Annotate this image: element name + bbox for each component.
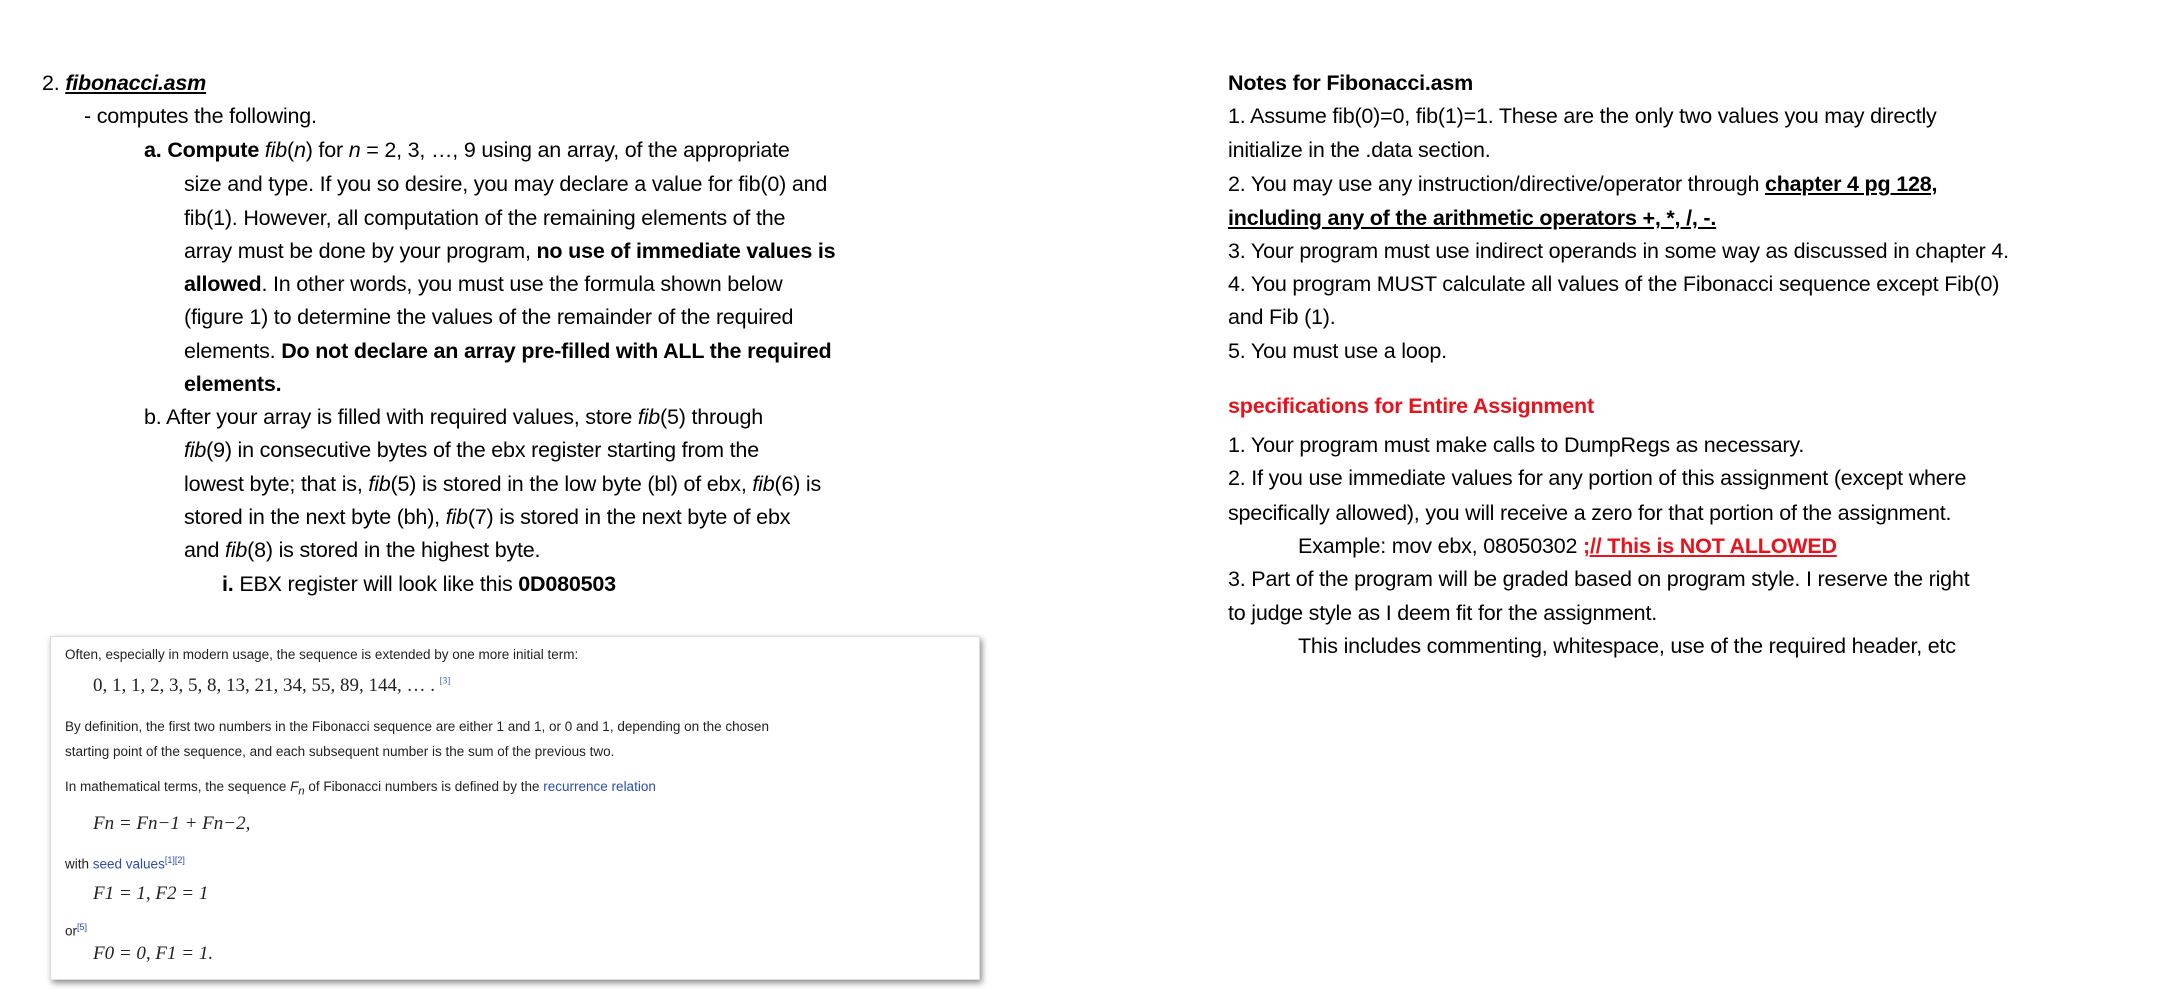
text-segment: specifically allowed), you will receive a zero for that portion of the assignment.	[1228, 501, 1952, 525]
left-line	[184, 467, 821, 501]
text-segment: ) for	[305, 138, 349, 162]
sequence-formula	[93, 675, 450, 697]
right-line	[1298, 529, 1837, 563]
text-segment: (8) is stored in the highest byte.	[247, 538, 541, 562]
text-segment: 0D080503	[518, 572, 616, 596]
text-segment: including any of the arithmetic operators +, *, /, -.	[1228, 206, 1717, 230]
right-line	[1228, 496, 1951, 530]
seed-values-link[interactable]: seed values	[92, 856, 165, 872]
text-segment: (7) is stored in the next byte of ebx	[467, 505, 791, 529]
text-segment: size and type. If you so desire, you may declare a value for fib(0) and	[184, 172, 828, 196]
or-text: or	[65, 923, 78, 939]
text-segment: Do not declare an array pre-filled with ALL the required	[281, 339, 832, 363]
left-line	[184, 367, 281, 401]
text-segment: no use of immediate values is	[536, 239, 836, 263]
right-line	[1228, 267, 1999, 301]
text-segment: fib	[225, 538, 248, 562]
left-line	[222, 567, 616, 601]
seed-formula-1: F1 = 1, F2 = 1	[93, 883, 209, 904]
right-line	[1228, 66, 1473, 100]
text-segment: allowed	[184, 272, 262, 296]
text-segment: fib	[752, 472, 775, 496]
right-line	[1228, 167, 1937, 201]
right-line	[1228, 461, 1966, 495]
text-segment: elements.	[184, 339, 282, 363]
left-line	[184, 433, 759, 467]
text-segment: and	[184, 538, 226, 562]
left-line	[84, 99, 317, 133]
text-segment: 5. You must use a loop.	[1228, 339, 1447, 363]
text-segment: Notes for Fibonacci.asm	[1228, 71, 1474, 95]
figure-1-wikipedia-excerpt	[50, 636, 980, 980]
left-line	[144, 133, 790, 167]
text-segment: (5) through	[660, 405, 763, 429]
seed-values-line	[65, 855, 185, 872]
text-segment: (5) is stored in the low byte (bl) of ebx,	[390, 472, 753, 496]
math-intro	[65, 779, 656, 798]
text-segment: lowest byte; that is,	[184, 472, 369, 496]
text-segment: This includes commenting, whitespace, use of the required header, etc	[1298, 634, 1956, 658]
figure-intro: Often, especially in modern usage, the sequence is extended by one more initial term:	[65, 647, 579, 662]
left-line	[42, 66, 206, 100]
text-segment: (figure 1) to determine the values of the remainder of the required	[184, 305, 794, 329]
sequence-text: 0, 1, 1, 2, 3, 5, 8, 13, 21, 34, 55, 89, 144, … .	[93, 675, 435, 696]
right-line	[1228, 389, 1594, 423]
text-segment: 3. Your program must use indirect operands in some way as discussed in chapter 4.	[1228, 239, 2009, 263]
right-line	[1228, 201, 1716, 235]
text-segment: n	[293, 138, 306, 162]
seed-formula-2: F0 = 0, F1 = 1.	[93, 943, 214, 964]
right-line	[1228, 596, 1657, 630]
text-segment: After your array is filled with required values, store	[166, 405, 638, 429]
fn-symbol: F	[290, 779, 299, 794]
text-segment: fib(1). However, all computation of the remaining elements of the	[184, 206, 786, 230]
recurrence-formula: Fn = Fn−1 + Fn−2,	[93, 813, 251, 834]
left-line	[184, 201, 785, 235]
text-segment: b.	[144, 405, 167, 429]
text-segment: ;// This is NOT ALLOWED	[1583, 534, 1837, 558]
fn-subscript: n	[298, 785, 305, 798]
text-segment: - computes the following.	[84, 104, 317, 128]
text-segment: specifications for Entire Assignment	[1228, 394, 1594, 418]
text-segment: elements.	[184, 372, 282, 396]
text-segment: 1. Your program must make calls to DumpRegs as necessary.	[1228, 433, 1805, 457]
text-segment: (	[286, 138, 294, 162]
right-line	[1298, 629, 1956, 663]
right-line	[1228, 300, 1336, 334]
text-segment: initialize in the .data section.	[1228, 138, 1491, 162]
right-line	[1228, 562, 1969, 596]
with-text: with	[65, 856, 93, 872]
text-segment: (9) in consecutive bytes of the ebx register starting from the	[206, 438, 759, 462]
left-line	[184, 533, 540, 567]
right-line	[1228, 133, 1491, 167]
left-line	[144, 400, 763, 434]
text-segment: 1. Assume fib(0)=0, fib(1)=1. These are the only two values you may directly	[1228, 104, 1937, 128]
text-segment: stored in the next byte (bh),	[184, 505, 446, 529]
text-segment: fib	[184, 438, 207, 462]
math-intro-text: In mathematical terms, the sequence	[65, 779, 291, 794]
left-line	[184, 300, 793, 334]
text-segment: fibonacci.asm	[65, 71, 207, 95]
text-segment: a.	[144, 138, 168, 162]
definition-line-1: By definition, the first two numbers in the Fibonacci sequence are either 1 and 1, or 0 and 1, depending on the chosen	[65, 719, 769, 734]
text-segment: fib	[445, 505, 468, 529]
text-segment: i.	[222, 572, 240, 596]
left-line	[184, 234, 835, 268]
citation-5[interactable]: [5]	[77, 922, 88, 932]
text-segment: array must be done by your program,	[184, 239, 537, 263]
text-segment: (6) is	[774, 472, 822, 496]
right-line	[1228, 234, 2009, 268]
text-segment: Example: mov ebx, 08050302	[1298, 534, 1584, 558]
text-segment: n	[348, 138, 361, 162]
text-segment: . In other words, you must use the formula shown below	[261, 272, 783, 296]
right-line	[1228, 99, 1937, 133]
text-segment: 3. Part of the program will be graded based on program style. I reserve the right	[1228, 567, 1970, 591]
text-segment: fib	[368, 472, 391, 496]
right-line	[1228, 334, 1447, 368]
text-segment: 2. You may use any instruction/directive/operator through	[1228, 172, 1765, 196]
text-segment: chapter 4 pg 128,	[1764, 172, 1938, 196]
left-line	[184, 167, 827, 201]
right-line	[1228, 428, 1804, 462]
text-segment: to judge style as I deem fit for the assignment.	[1228, 601, 1657, 625]
text-segment: 4. You program MUST calculate all values of the Fibonacci sequence except Fib(0)	[1228, 272, 2000, 296]
recurrence-relation-link[interactable]: recurrence relation	[543, 779, 656, 794]
text-segment: 2.	[42, 71, 66, 95]
citation-1-2[interactable]: [1][2]	[164, 855, 185, 865]
definition-line-2: starting point of the sequence, and each subsequent number is the sum of the previous two.	[65, 744, 615, 759]
text-segment: = 2, 3, …, 9 using an array, of the appropriate	[360, 138, 790, 162]
text-segment: and Fib (1).	[1228, 305, 1336, 329]
text-segment: fib	[264, 138, 287, 162]
text-segment: fib	[637, 405, 660, 429]
text-segment: EBX register will look like this	[239, 572, 519, 596]
math-intro-text-2: of Fibonacci numbers is defined by the	[304, 779, 544, 794]
text-segment: Compute	[167, 138, 265, 162]
left-line	[184, 500, 790, 534]
text-segment: 2. If you use immediate values for any portion of this assignment (except where	[1228, 466, 1967, 490]
citation-3[interactable]: [3]	[439, 675, 451, 686]
left-line	[184, 267, 782, 301]
or-line	[65, 922, 87, 939]
left-line	[184, 334, 832, 368]
